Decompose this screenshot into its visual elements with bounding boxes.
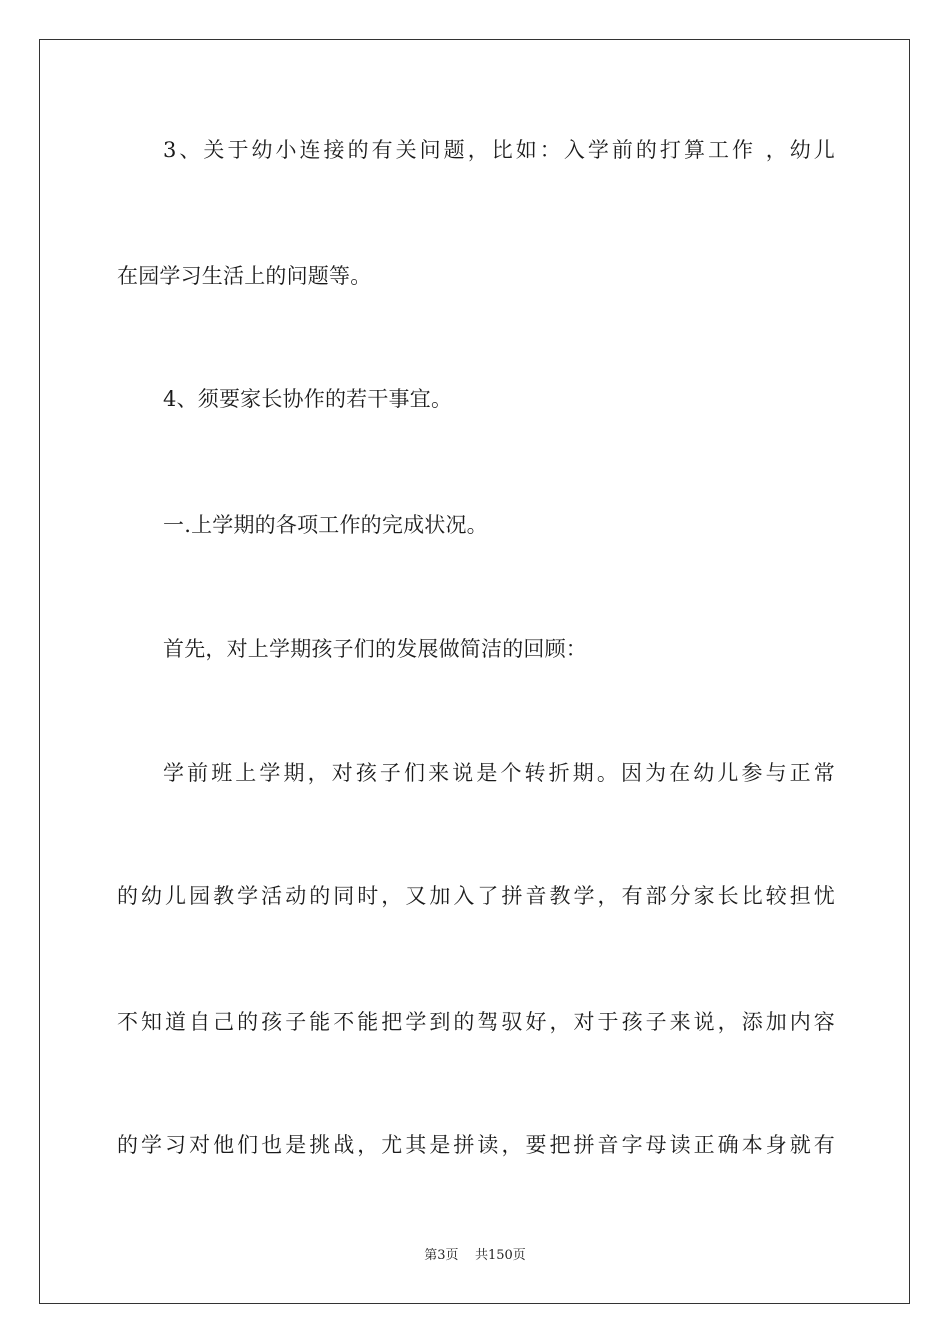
- text-line: 4、须要家长协作的若干事宜。: [163, 387, 453, 411]
- text-line: 的学习对他们也是挑战，尤其是拼读，要把拼音字母读正确本身就有: [117, 1133, 835, 1157]
- text-line: 首先，对上学期孩子们的发展做简洁的回顾：: [163, 637, 587, 661]
- text-line: 的幼儿园教学活动的同时，又加入了拼音教学，有部分家长比较担忧: [117, 884, 835, 908]
- page-footer: [0, 1247, 950, 1265]
- text-line: 不知道自己的孩子能不能把学到的驾驭好，对于孩子来说，添加内容: [117, 1010, 835, 1034]
- text-line: 学前班上学期，对孩子们来说是个转折期。因为在幼儿参与正常: [163, 761, 835, 785]
- page-number: 第3页 共150页: [424, 1248, 526, 1263]
- page-border: [39, 39, 910, 1304]
- text-line: 3、关于幼小连接的有关问题，比如：入学前的打算工作 ，幼儿: [163, 138, 835, 162]
- text-line: 一.上学期的各项工作的完成状况。: [163, 513, 488, 537]
- text-line: 在园学习生活上的问题等。: [117, 264, 372, 288]
